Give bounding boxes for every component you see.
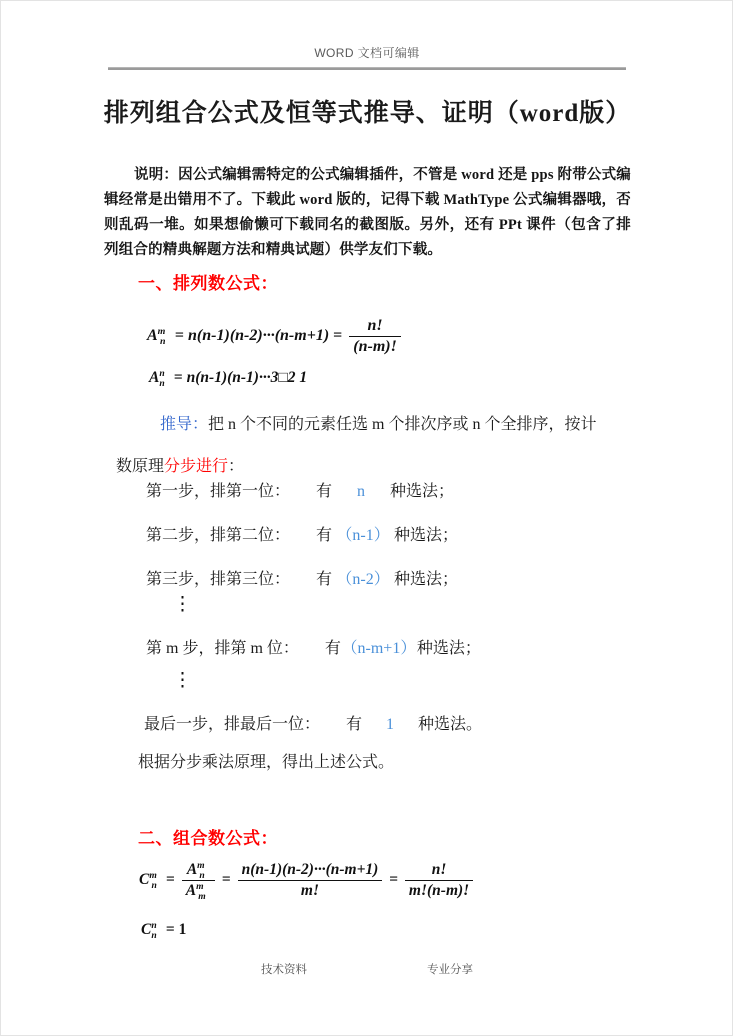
step-label: 第一步，排第一位：	[146, 483, 291, 500]
step-suffix: 种选法。	[418, 716, 483, 733]
derivation-paragraph	[116, 404, 638, 488]
step-line	[144, 711, 482, 734]
fraction-numerator: n!	[349, 317, 401, 337]
formula-permutation-full	[149, 367, 308, 390]
step-you: 有	[346, 716, 363, 733]
page-content	[1, 1, 733, 1036]
step-label: 第 m 步，排第 m 位：	[146, 640, 299, 657]
step-line	[146, 478, 454, 501]
step-suffix: 种选法；	[394, 527, 459, 544]
page-title: 排列组合公式及恒等式推导、证明（word版）	[103, 100, 632, 127]
formula-combination-general	[139, 859, 476, 903]
formula-equals: =	[174, 327, 185, 345]
formula3-fraction-1	[182, 859, 215, 903]
formula-lhs-subscript: n	[159, 336, 166, 348]
den-base: A	[185, 882, 197, 899]
step-label: 第二步，排第二位：	[146, 527, 291, 544]
num-base: A	[186, 861, 198, 878]
step-value: 1	[386, 716, 395, 733]
formula-lhs-base: A	[147, 327, 158, 345]
formula3-equals-2: =	[221, 871, 231, 889]
step-you: 有	[324, 640, 341, 657]
note-paragraph: 说明：因公式编辑需特定的公式编辑插件，不管是 word 还是 pps 附带公式编辑经常是出错用不了。下载此 word 版的，记得下载 MathType 公式编辑器哦，否则乱码一堆。如果想偷懒可下载同名的截图版。另外，还有 PPt 课件（包含了排列组合的精典解题方法和精典试题）供学友们下载。	[104, 167, 631, 258]
fraction-numerator: n!	[405, 861, 473, 881]
step-suffix: 种选法；	[416, 640, 481, 657]
derivation-line2-post: ：	[228, 458, 245, 475]
fraction-numerator: n(n-1)(n-2)···(n-m+1)	[238, 861, 383, 881]
formula2-lhs-superscript: n	[159, 367, 165, 379]
page-footer	[108, 961, 626, 977]
vertical-ellipsis: ⋮	[173, 594, 192, 615]
formula-expansion: n(n-1)(n-2)···(n-m+1)	[188, 327, 330, 345]
formula2-lhs-base: A	[149, 369, 160, 386]
formula-lhs-superscript: m	[157, 325, 166, 337]
step-value: （n-m+1）	[341, 640, 417, 657]
footer-right-text: 专业分享	[427, 964, 473, 976]
step-value: （n-1）	[336, 527, 390, 544]
num-subscript: n	[199, 870, 205, 882]
step-line	[146, 635, 481, 658]
fraction-denominator	[182, 880, 215, 903]
formula4-lhs-base: C	[141, 921, 152, 938]
derivation-line1: 把 n 个不同的元素任选 m 个排次序或 n 个全排序，按计	[208, 416, 597, 433]
fraction-numerator	[182, 861, 215, 881]
num-superscript: m	[197, 859, 205, 871]
formula3-lhs-base: C	[139, 871, 150, 889]
step-value: （n-2）	[336, 571, 390, 588]
formula4-rhs: 1	[178, 921, 187, 938]
step-label: 第三步，排第三位：	[146, 571, 291, 588]
formula3-fraction-2	[238, 861, 383, 900]
den-superscript: m	[196, 880, 204, 892]
fraction-denominator: m!(n-m)!	[408, 882, 470, 899]
step-line	[146, 522, 458, 545]
step-you: 有	[316, 571, 333, 588]
formula3-lhs-subscript: n	[151, 880, 157, 892]
step-you: 有	[316, 527, 333, 544]
step-label: 最后一步，排最后一位：	[144, 716, 321, 733]
step-suffix: 种选法；	[390, 483, 455, 500]
formula3-equals: =	[166, 871, 175, 889]
section-heading-permutation: 一、排列数公式：	[138, 274, 278, 293]
step-line	[146, 566, 458, 589]
header-divider	[108, 67, 626, 70]
section-heading-combination: 二、组合数公式：	[138, 829, 278, 848]
formula3-fraction-3	[405, 861, 473, 900]
formula4-lhs-superscript: n	[151, 919, 157, 931]
step-you: 有	[316, 483, 333, 500]
formula3-equals-3: =	[389, 871, 399, 889]
formula-equals-2: =	[333, 327, 343, 345]
header-text: WORD 文档可编辑	[314, 46, 420, 60]
conclusion-text: 根据分步乘法原理，得出上述公式。	[138, 754, 395, 771]
step-suffix: 种选法；	[394, 571, 459, 588]
derivation-line2-pre: 数原理	[116, 458, 165, 475]
formula3-lhs-superscript: m	[149, 869, 157, 881]
formula-permutation-general	[147, 317, 404, 356]
den-subscript: m	[198, 891, 206, 903]
footer-left-text: 技术资料	[261, 964, 307, 976]
derivation-label: 推导：	[160, 416, 209, 433]
formula-combination-identity	[141, 919, 187, 942]
derivation-line2-emphasis: 分步进行	[164, 458, 229, 475]
fraction-denominator: m!	[300, 882, 320, 899]
vertical-ellipsis: ⋮	[173, 670, 192, 691]
formula2-expansion: n(n-1)(n-1)···3□2 1	[186, 369, 308, 386]
formula4-lhs-subscript: n	[151, 930, 157, 942]
step-value: n	[357, 483, 366, 500]
fraction-denominator: (n-m)!	[353, 338, 397, 355]
formula2-equals: =	[173, 369, 183, 386]
page-header	[108, 45, 626, 70]
formula2-lhs-subscript: n	[159, 378, 165, 390]
formula4-equals: =	[165, 921, 175, 938]
formula-fraction	[349, 317, 401, 356]
